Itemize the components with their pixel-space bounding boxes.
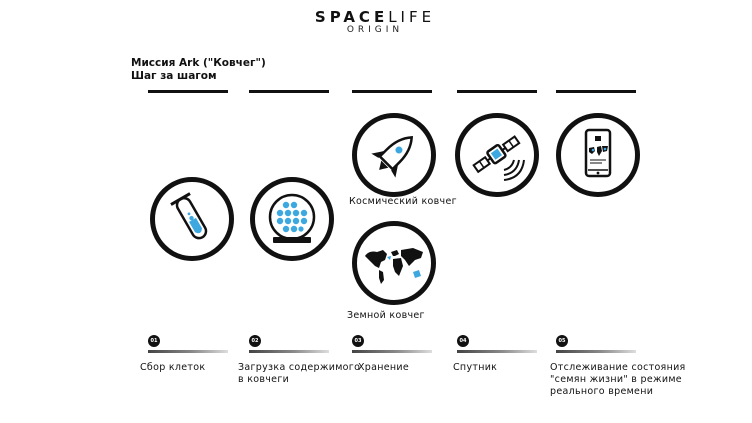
space-ark-label: Космический ковчег xyxy=(349,196,457,207)
top-bar-5 xyxy=(556,90,636,93)
top-bar-2 xyxy=(249,90,329,93)
step-label-5: Отслеживание состояния "семян жизни" в режиме реального времени xyxy=(550,362,686,397)
title-line-2: Шаг за шагом xyxy=(131,70,217,82)
bottom-bar-1 xyxy=(148,350,228,353)
tracking-step-circle xyxy=(556,113,640,197)
loading-step-circle xyxy=(250,177,334,261)
brand-logo xyxy=(300,8,450,35)
bottom-bar-3 xyxy=(352,350,432,353)
rocket-icon xyxy=(357,118,431,192)
brand-name: SPACELIFE xyxy=(314,8,436,26)
world-map-icon xyxy=(357,226,431,300)
smartphone-icon xyxy=(561,118,635,192)
test-tube-icon xyxy=(155,182,229,256)
step-number-03: 03 xyxy=(352,335,364,347)
diagram-title xyxy=(131,57,266,83)
step-number-05: 05 xyxy=(556,335,568,347)
bottom-bar-5 xyxy=(556,350,636,353)
satellite-step-circle xyxy=(455,113,539,197)
step-number-01: 01 xyxy=(148,335,160,347)
earth-ark-label: Земной ковчег xyxy=(347,310,425,321)
step-label-3: Хранение xyxy=(358,362,410,373)
satellite-icon xyxy=(460,118,534,192)
step-label-2: Загрузка содержимого в ковчеги xyxy=(238,362,361,385)
top-bar-3 xyxy=(352,90,432,93)
title-line-1: Миссия Ark ("Ковчег") xyxy=(131,57,266,69)
step-label-1: Сбор клеток xyxy=(140,362,206,373)
earth-ark-circle xyxy=(352,221,436,305)
space-ark-circle xyxy=(352,113,436,197)
top-bar-1 xyxy=(148,90,228,93)
bottom-bar-4 xyxy=(457,350,537,353)
top-bar-4 xyxy=(457,90,537,93)
brand-subtitle: ORIGIN xyxy=(346,25,404,35)
step-number-04: 04 xyxy=(457,335,469,347)
bottom-bar-2 xyxy=(249,350,329,353)
capsule-icon xyxy=(255,182,329,256)
step-number-02: 02 xyxy=(249,335,261,347)
step-label-4: Спутник xyxy=(453,362,498,373)
cells-step-circle xyxy=(150,177,234,261)
